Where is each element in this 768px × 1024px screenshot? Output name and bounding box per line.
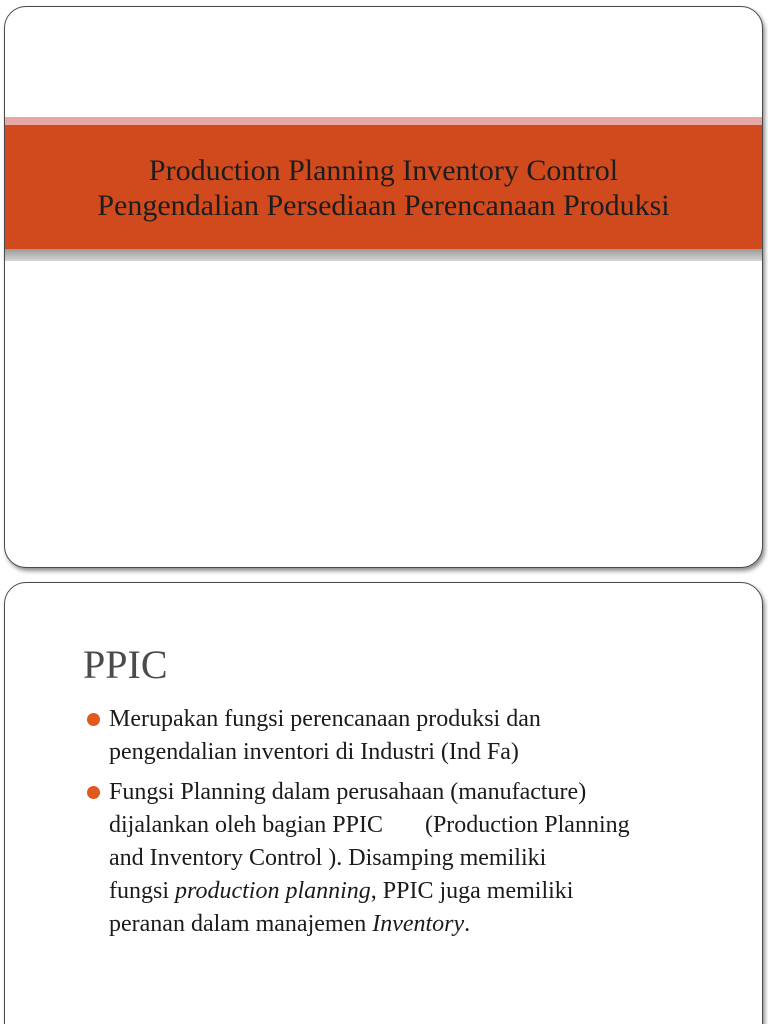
title-band-highlight xyxy=(5,117,762,125)
title-slide xyxy=(4,6,763,568)
bullet-list xyxy=(87,703,747,948)
bullet-text-line: and Inventory Control ). Disamping memiliki xyxy=(109,845,547,871)
bullet-text-segment: fungsi xyxy=(109,878,175,904)
bullet-text-line xyxy=(109,908,747,941)
title-band-shadow xyxy=(5,249,762,261)
bullet-text-line: Merupakan fungsi perencanaan produksi dan xyxy=(109,706,541,732)
title-line-english: Production Planning Inventory Control xyxy=(148,154,619,187)
italic-term: production planning xyxy=(175,878,371,904)
italic-term: Inventory xyxy=(372,911,465,937)
bullet-text-segment: . xyxy=(464,911,471,937)
bullet-dot-icon xyxy=(87,713,100,726)
bullet-text-segment: dijalankan oleh bagian PPIC xyxy=(109,812,383,838)
bullet-item xyxy=(87,703,747,769)
bullet-text-line: pengendalian inventori di Industri (Ind Fa) xyxy=(109,739,519,765)
bullet-text-segment: , PPIC juga memiliki xyxy=(370,878,574,904)
title-line-indonesian: Pengendalian Persediaan Perencanaan Produksi xyxy=(97,189,670,222)
bullet-item xyxy=(87,776,747,941)
slide-title xyxy=(5,153,762,223)
slide-heading: PPIC xyxy=(83,642,168,687)
bullet-text-segment: peranan dalam manajemen xyxy=(109,911,373,937)
bullet-text-segment: (Production Planning xyxy=(424,812,630,838)
bullet-text-line xyxy=(109,809,747,842)
bullet-text-line: Fungsi Planning dalam perusahaan (manufacture) xyxy=(109,779,587,805)
bullet-dot-icon xyxy=(87,786,100,799)
bullet-text-line xyxy=(109,875,747,908)
content-slide xyxy=(4,582,763,1024)
